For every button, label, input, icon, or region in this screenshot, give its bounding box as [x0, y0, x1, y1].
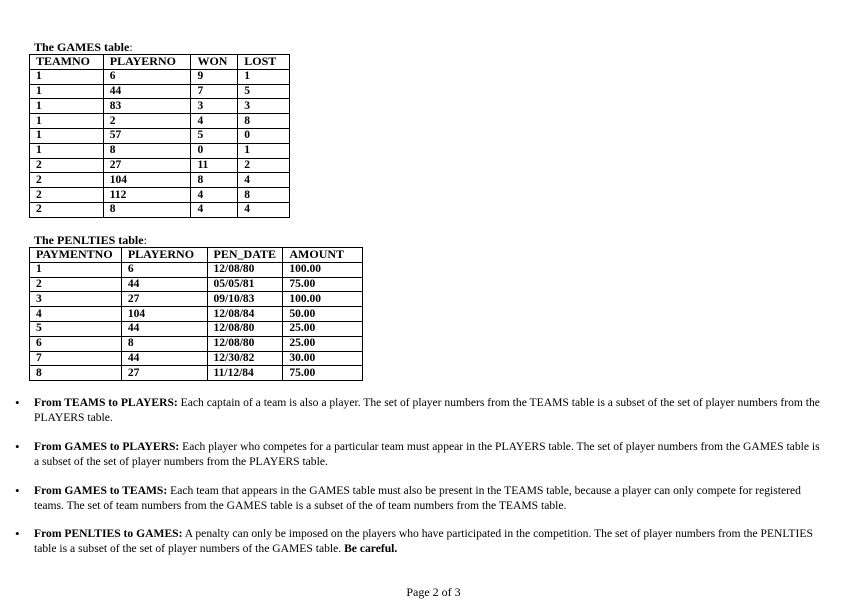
table-cell: 27 [121, 292, 207, 307]
note-text: From TEAMS to PLAYERS: Each captain of a team is also a player. The set of player numbers from the TEAMS table is a subset of the set of player numbers from the PLAYERS table. [34, 396, 820, 424]
table-cell: 4 [191, 188, 238, 203]
table-cell: 1 [30, 114, 104, 129]
table-cell: 25.00 [283, 321, 363, 336]
table-cell: 7 [191, 84, 238, 99]
table-cell: 5 [238, 84, 290, 99]
table-cell: 1 [30, 128, 104, 143]
table-cell: 1 [30, 69, 104, 84]
note-text: From GAMES to TEAMS: Each team that appears in the GAMES table must also be present in the TEAMS table, because a player can only compete for registered teams. The set of team numbers from the GAMES table is a subset of the of team numbers from the TEAMS table. [34, 484, 801, 512]
table-cell: 75.00 [283, 277, 363, 292]
table-cell: 1 [238, 69, 290, 84]
table-row [30, 84, 290, 99]
table-cell: 2 [30, 277, 122, 292]
table-cell: 3 [238, 99, 290, 114]
table-cell: 0 [238, 128, 290, 143]
table-cell: 2 [103, 114, 191, 129]
table-cell: 25.00 [283, 336, 363, 351]
penalties-table-caption: The PENLTIES table: [34, 233, 147, 247]
table-cell: 4 [238, 173, 290, 188]
table-row [30, 292, 363, 307]
table-row [30, 69, 290, 84]
table-cell: 5 [30, 321, 122, 336]
table-cell: 12/08/80 [207, 262, 283, 277]
table-cell: 6 [103, 69, 191, 84]
table-cell: 3 [30, 292, 122, 307]
table-cell: 12/08/80 [207, 336, 283, 351]
games-column-header: LOST [238, 55, 290, 70]
bullet-icon: • [15, 526, 20, 541]
table-cell: 2 [238, 158, 290, 173]
table-cell: 4 [191, 202, 238, 217]
table-row [30, 128, 290, 143]
table-row [30, 307, 363, 322]
table-cell: 12/08/80 [207, 321, 283, 336]
table-cell: 05/05/81 [207, 277, 283, 292]
table-cell: 11 [191, 158, 238, 173]
table-cell: 2 [30, 173, 104, 188]
table-cell: 100.00 [283, 292, 363, 307]
table-cell: 44 [121, 321, 207, 336]
table-cell: 7 [30, 351, 122, 366]
table-row [30, 173, 290, 188]
penalties-column-header: PEN_DATE [207, 248, 283, 263]
table-cell: 2 [30, 158, 104, 173]
table-cell: 30.00 [283, 351, 363, 366]
table-cell: 4 [191, 114, 238, 129]
table-cell: 8 [238, 188, 290, 203]
games-column-header: TEAMNO [30, 55, 104, 70]
table-cell: 2 [30, 202, 104, 217]
penalties-table [29, 247, 363, 381]
table-cell: 1 [30, 262, 122, 277]
table-cell: 8 [191, 173, 238, 188]
note-text: From GAMES to PLAYERS: Each player who competes for a particular team must appear in the PLAYERS table. The set of player numbers from the GAMES table is a subset of the set of player numbers from the PLAYERS table. [34, 440, 820, 468]
table-cell: 8 [30, 366, 122, 381]
table-cell: 1 [30, 143, 104, 158]
table-row [30, 262, 363, 277]
page-number: Page 2 of 3 [406, 585, 461, 599]
table-cell: 8 [121, 336, 207, 351]
table-cell: 6 [121, 262, 207, 277]
table-cell: 12/08/84 [207, 307, 283, 322]
table-row [30, 143, 290, 158]
table-row [30, 188, 290, 203]
table-cell: 1 [30, 84, 104, 99]
table-cell: 5 [191, 128, 238, 143]
table-row [30, 158, 290, 173]
table-cell: 4 [238, 202, 290, 217]
bullet-icon: • [15, 395, 20, 410]
table-cell: 9 [191, 69, 238, 84]
penalties-column-header: PAYMENTNO [30, 248, 122, 263]
table-cell: 83 [103, 99, 191, 114]
games-column-header: PLAYERNO [103, 55, 191, 70]
table-row [30, 366, 363, 381]
table-cell: 11/12/84 [207, 366, 283, 381]
games-column-header: WON [191, 55, 238, 70]
table-row [30, 114, 290, 129]
table-cell: 2 [30, 188, 104, 203]
penalties-column-header: PLAYERNO [121, 248, 207, 263]
table-cell: 6 [30, 336, 122, 351]
table-cell: 104 [103, 173, 191, 188]
table-cell: 1 [30, 99, 104, 114]
table-cell: 44 [103, 84, 191, 99]
table-cell: 4 [30, 307, 122, 322]
table-cell: 27 [121, 366, 207, 381]
table-cell: 8 [103, 143, 191, 158]
table-cell: 12/30/82 [207, 351, 283, 366]
games-header-row [30, 55, 290, 70]
bullet-icon: • [15, 439, 20, 454]
table-cell: 0 [191, 143, 238, 158]
table-cell: 44 [121, 351, 207, 366]
penalties-column-header: AMOUNT [283, 248, 363, 263]
table-cell: 8 [103, 202, 191, 217]
table-cell: 75.00 [283, 366, 363, 381]
table-cell: 1 [238, 143, 290, 158]
table-cell: 50.00 [283, 307, 363, 322]
penalties-header-row [30, 248, 363, 263]
table-cell: 27 [103, 158, 191, 173]
table-row [30, 336, 363, 351]
table-row [30, 202, 290, 217]
table-cell: 8 [238, 114, 290, 129]
table-cell: 100.00 [283, 262, 363, 277]
table-cell: 112 [103, 188, 191, 203]
table-cell: 44 [121, 277, 207, 292]
note-text: From PENLTIES to GAMES: A penalty can only be imposed on the players who have participated in the competition. The set of player numbers from the PENLTIES table is a subset of the set of player numbers of the GAMES table. Be careful. [34, 527, 813, 555]
table-row [30, 277, 363, 292]
table-cell: 3 [191, 99, 238, 114]
games-table [29, 54, 290, 218]
table-cell: 57 [103, 128, 191, 143]
table-row [30, 99, 290, 114]
bullet-icon: • [15, 483, 20, 498]
games-table-caption: The GAMES table: [34, 40, 133, 54]
table-row [30, 351, 363, 366]
table-row [30, 321, 363, 336]
table-cell: 09/10/83 [207, 292, 283, 307]
table-cell: 104 [121, 307, 207, 322]
